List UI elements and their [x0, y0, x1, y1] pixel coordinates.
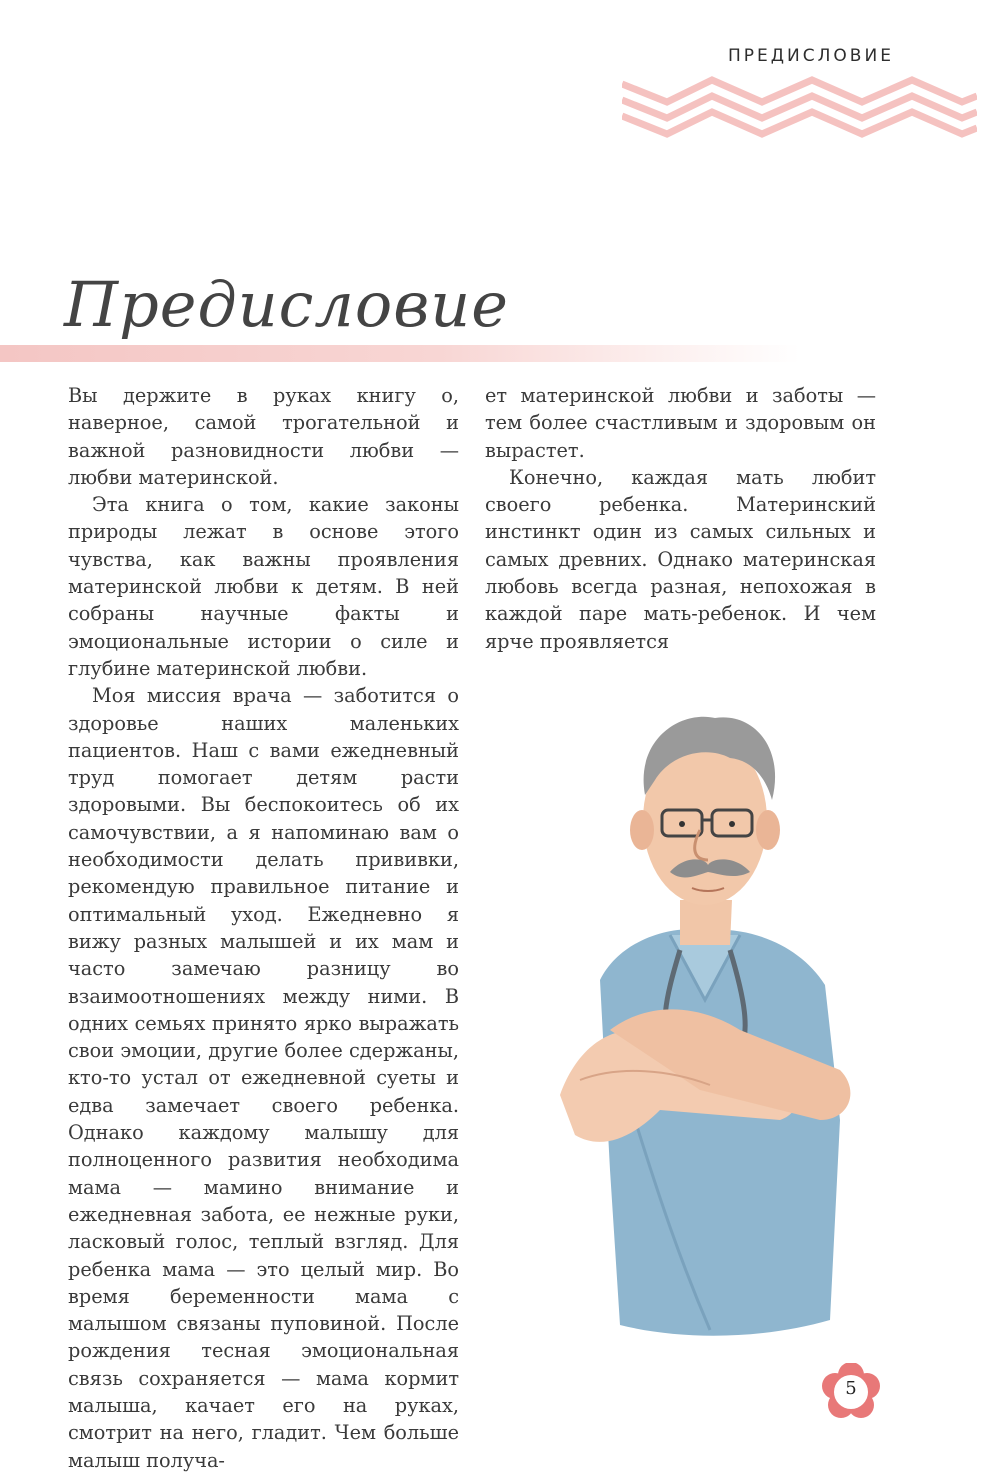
- zigzag-decoration: [622, 72, 977, 144]
- paragraph: Конечно, каждая мать любит своего ребенка. Материнский инстинкт один из самых сильных и самых древних. Однако материнская любовь всегда разная, непохожая в каждой паре мать-ребенок. И чем ярче проявляется: [485, 465, 876, 653]
- title-underline-bar: [0, 345, 800, 362]
- running-header: ПРЕДИСЛОВИЕ: [728, 46, 894, 66]
- doctor-illustration: [540, 700, 870, 1340]
- paragraph: Эта книга о том, какие законы природы лежат в основе этого чувства, как важны проявления материнской любви к детям. В ней собраны научные факты и эмоциональные истории о силе и глубине материнской любви.: [68, 493, 459, 680]
- right-text-column: [485, 382, 876, 655]
- paragraph: ет материнской любви и заботы — тем более счастливым и здоровым он вырастет.: [485, 384, 876, 462]
- paragraph: Моя миссия врача — заботится о здоровье наших маленьких пациентов. Наш с вами ежедневный труд помогает детям расти здоровыми. Вы беспокоитесь об их самочувствии, а я напоминаю вам о необходимости делать прививки, рекомендую правильное питание и оптимальный уход. Ежедневно я вижу разных малышей и их мам и часто замечаю разницу во взаимоотношениях между ними. В одних семьях принято ярко выражать свои эмоции, другие более сдержаны, кто-то устал от ежедневной суеты и едва замечает своего ребенка. Однако каждому малышу для полноценного развития необходима мама — мамино внимание и ежедневная забота, ее нежные руки, ласковый голос, теплый взгляд. Для ребенка мама — это целый мир. Во время беременности мама с малышом связаны пуповиной. После рождения тесная эмоциональная связь сохраняется — мама кормит малыша, качает его на руках, смотрит на него, гладит. Чем больше малыш получа-: [68, 684, 459, 1472]
- chapter-title: Предисловие: [64, 268, 509, 341]
- page-number: 5: [845, 1378, 857, 1399]
- left-text-column: [68, 382, 459, 1474]
- paragraph: Вы держите в руках книгу о, наверное, самой трогательной и важной разновидности любви — любви материнской.: [68, 384, 459, 489]
